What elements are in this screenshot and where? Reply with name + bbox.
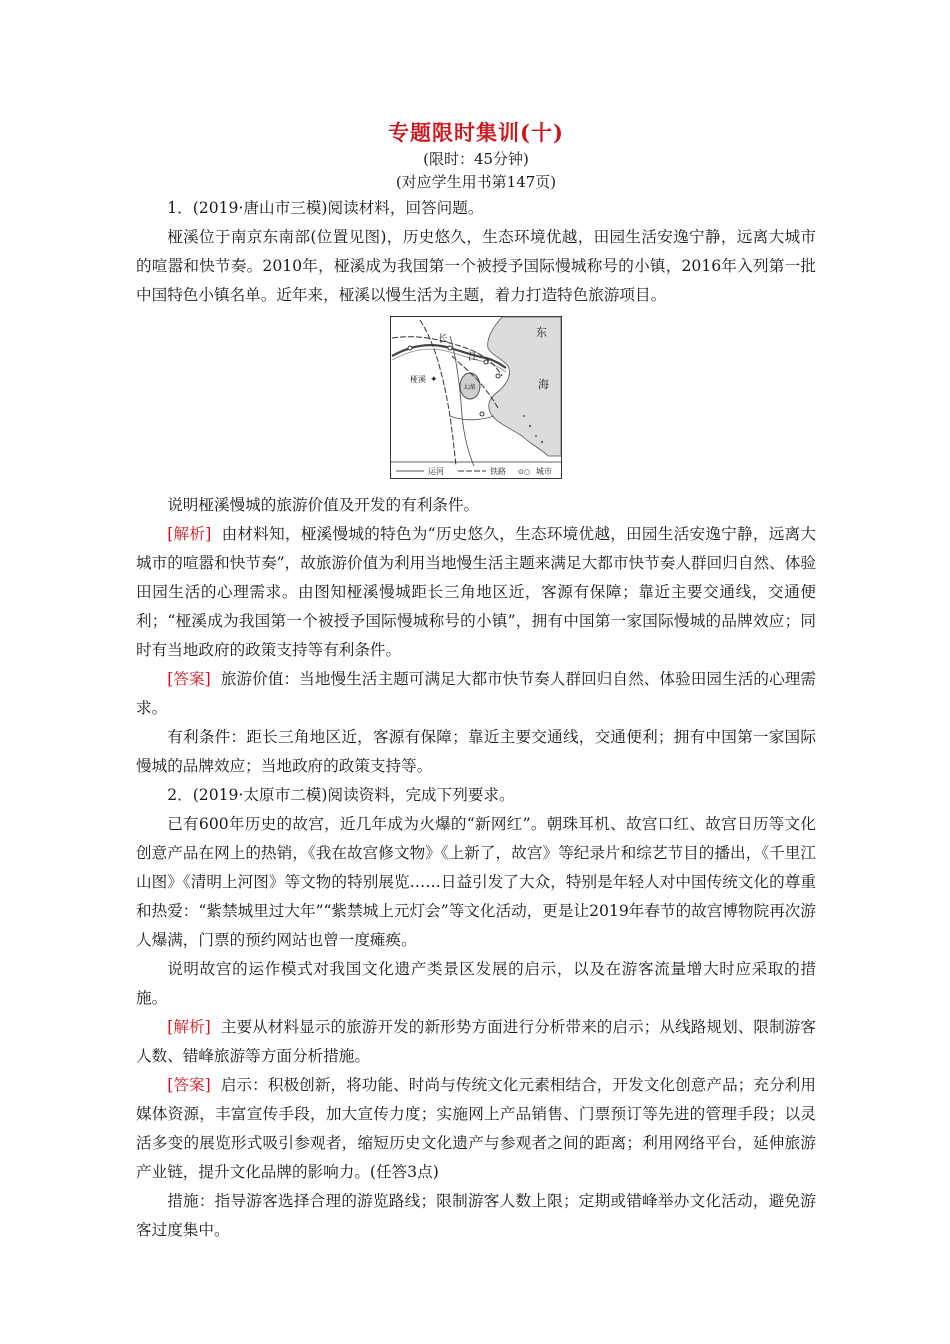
label-jiang: 江 <box>468 352 478 363</box>
answer-text: 启示：积极创新，将功能、时尚与传统文化元素相结合，开发文化创意产品；充分利用媒体资源，丰富宣传手段，加大宣传力度；实施网上产品销售、门票预订等先进的管理手段；以灵活多变的展览形式吸引参观者，缩短历史文化遗产与参观者之间的距离；利用网络平台，延伸旅游产业链，提升文化品牌的影响力。(任答3点) <box>136 1076 816 1181</box>
textbook-reference: (对应学生用书第147页) <box>395 173 557 191</box>
analysis-tag: [解析] <box>167 1018 211 1036</box>
answer-text: 旅游价值：当地慢生活主题可满足大都市快节奏人群回归自然、体验田园生活的心理需求。 <box>136 670 816 717</box>
question-1-answer-conditions: 有利条件：距长三角地区近，客源有保障；靠近主要交通线，交通便利；拥有中国第一家国际慢城的品牌效应；当地政府的政策支持等。 <box>136 728 816 775</box>
question-2-answer <box>136 1071 816 1187</box>
map-graphic <box>390 316 562 479</box>
analysis-tag: [解析] <box>167 525 212 543</box>
question-1-analysis <box>136 520 816 665</box>
legend-canal: 运河 <box>428 467 444 476</box>
label-east: 东 <box>536 326 547 339</box>
document-page <box>136 118 816 1245</box>
legend-rail: 铁路 <box>490 467 506 476</box>
question-1-material: 桠溪位于南京东南部(位置见图)，历史悠久，生态环境优越，田园生活安逸宁静，远离大城市的喧嚣和快节奏。2010年，桠溪成为我国第一个被授予国际慢城称号的小镇，2016年入列第一批中国特色小镇名单。近年来，桠溪以慢生活为主题，着力打造特色旅游项目。 <box>136 228 816 304</box>
question-2-material: 已有600年历史的故宫，近几年成为火爆的“新网红”。朝珠耳机、故宫口红、故宫日历等文化创意产品在网上的热销，《我在故宫修文物》《上新了，故宫》等纪录片和综艺节目的播出，《千里江山图》《清明上河图》等文物的特别展览……日益引发了大众，特别是年轻人对中国传统文化的尊重和热爱：“紫禁城里过大年”“紫禁城上元灯会”等文化活动，更是让2019年春节的故宫博物院再次游人爆满，门票的预约网站也曾一度瘫痪。 <box>136 815 816 949</box>
question-1-prompt: 说明桠溪慢城的旅游价值及开发的有利条件。 <box>167 496 480 514</box>
legend-city-icon: ⊙○ <box>518 468 530 476</box>
yaxi-marker-icon: ✦ <box>430 375 438 385</box>
label-taihu: 太湖 <box>463 384 476 391</box>
analysis-text: 由材料知，桠溪慢城的特色为“历史悠久，生态环境优越，田园生活安逸宁静，远离大城市的喧嚣和快节奏”，故旅游价值为利用当地慢生活主题来满足大都市快节奏人群回归自然、体验田园生活的心理需求。由图知桠溪慢城距长三角地区近，客源有保障；靠近主要交通线，交通便利；“桠溪成为我国第一个被授予国际慢城称号的小镇”，拥有中国第一家国际慢城的品牌效应；同时有当地政府的政策支持等有利条件。 <box>136 525 816 659</box>
page-title: 专题限时集训(十) <box>388 120 564 145</box>
label-chang: 长 <box>438 334 448 345</box>
question-2-heading: 2．(2019·太原市二模)阅读资料，完成下列要求。 <box>167 786 515 804</box>
question-1-answer <box>136 665 816 723</box>
answer-tag: [答案] <box>167 670 211 688</box>
label-sea: 海 <box>538 378 549 391</box>
time-limit: (限时：45分钟) <box>423 150 529 168</box>
legend-city: 城市 <box>536 467 552 476</box>
answer-tag: [答案] <box>167 1076 211 1094</box>
location-map <box>390 316 562 483</box>
question-1-heading: 1．(2019·唐山市三模)阅读材料，回答问题。 <box>167 199 484 217</box>
question-2-analysis <box>136 1013 816 1071</box>
analysis-text: 主要从材料显示的旅游开发的新形势方面进行分析带来的启示；从线路规划、限制游客人数、错峰旅游等方面分析措施。 <box>136 1018 816 1065</box>
label-yaxi: 桠溪 <box>410 375 426 384</box>
question-2-answer-measures: 措施：指导游客选择合理的游览路线；限制游客人数上限；定期或错峰举办文化活动，避免游客过度集中。 <box>136 1192 816 1239</box>
question-2-prompt: 说明故宫的运作模式对我国文化遗产类景区发展的启示，以及在游客流量增大时应采取的措施。 <box>136 960 816 1007</box>
